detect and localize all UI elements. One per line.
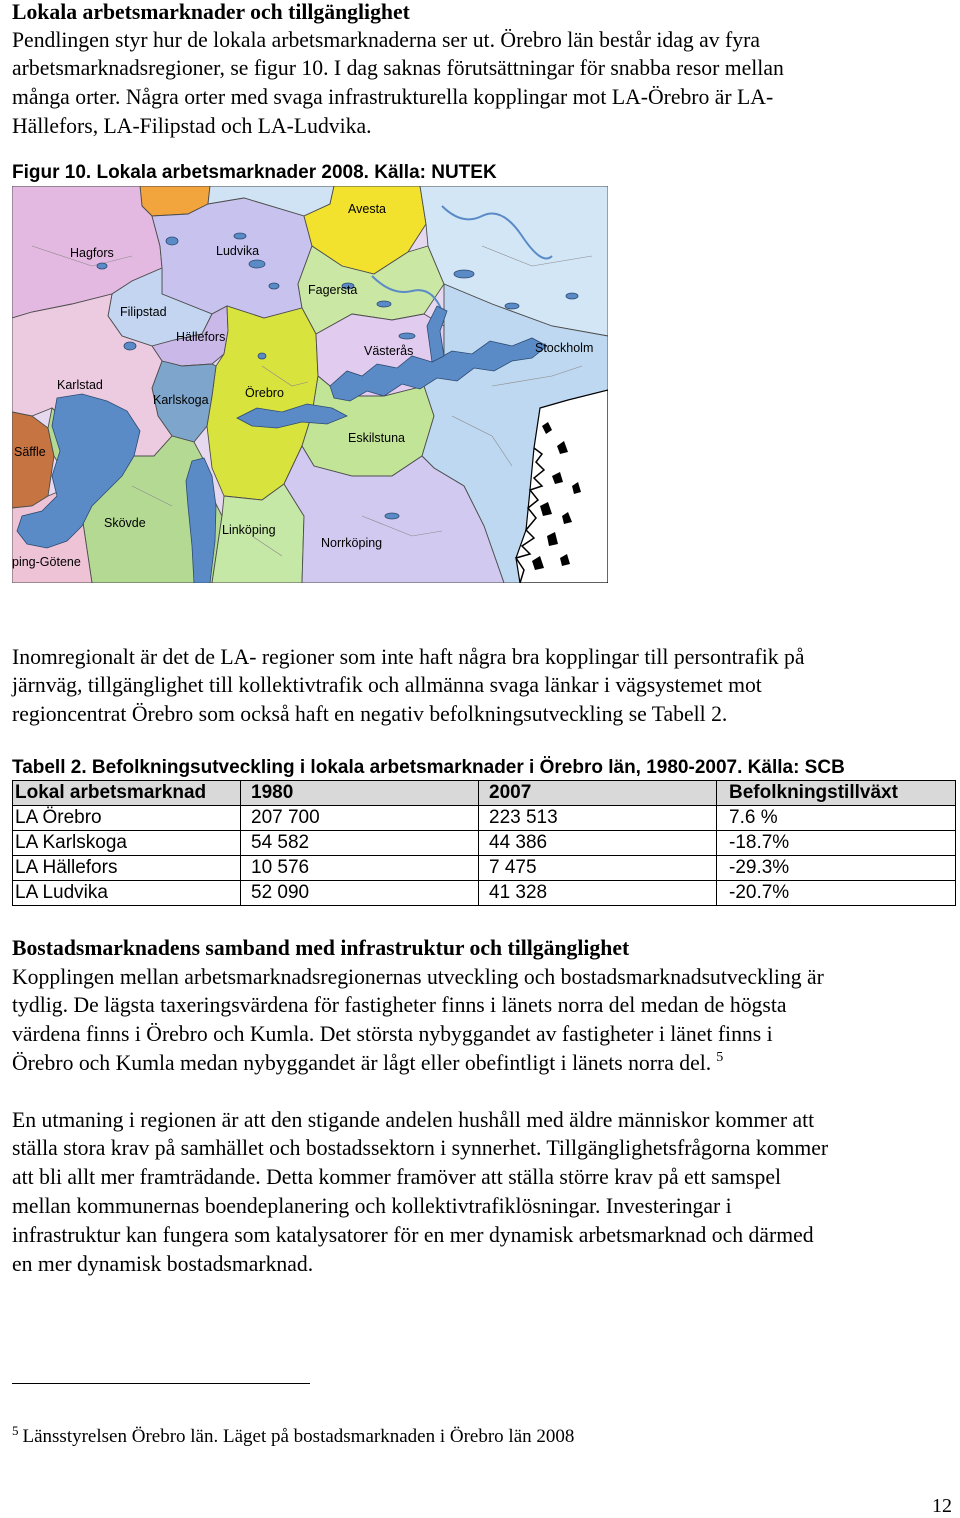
paragraph-line: Hällefors, LA-Filipstad och LA-Ludvika. <box>12 113 372 138</box>
paragraph-line: järnväg, tillgänglighet till kollektivtrafik och allmänna svaga länkar i vägsystemet mot <box>12 673 762 698</box>
table-cell: 44 386 <box>479 831 717 856</box>
table-cell: 54 582 <box>241 831 479 856</box>
table-cell: -29.3% <box>717 856 956 881</box>
map-label-norrkoping: Norrköping <box>321 536 383 550</box>
map-label-filipstad: Filipstad <box>120 305 167 319</box>
table-header-cell: Befolkningstillväxt <box>717 781 956 806</box>
table-cell: -18.7% <box>717 831 956 856</box>
small-lake <box>249 260 265 268</box>
paragraph-line: ställa stora krav på samhället och bostadssektorn i synnerhet. Tillgänglighetsfrågorna kommer <box>12 1136 829 1161</box>
paragraph <box>12 26 784 141</box>
paragraph-line: värdena finns i Örebro och Kumla. Det största nybyggandet av fastigheter i länet finns i <box>12 1022 773 1047</box>
small-lake <box>385 513 399 519</box>
small-lake <box>269 283 279 289</box>
small-lake <box>566 293 578 299</box>
section-heading: Bostadsmarknadens samband med infrastruktur och tillgänglighet <box>12 936 630 960</box>
table-header-row <box>13 781 956 806</box>
map-label-ludvika: Ludvika <box>216 244 260 258</box>
map-label-orebro: Örebro <box>245 386 284 400</box>
paragraph <box>12 1106 828 1279</box>
map-label-lidkoping-gotene: ping-Götene <box>12 555 81 569</box>
paragraph-line: många orter. Några orter med svaga infrastrukturella kopplingar mot LA-Örebro är LA- <box>12 85 774 110</box>
footnote <box>12 1425 574 1449</box>
footnote-text: Länsstyrelsen Örebro län. Läget på bostadsmarknaden i Örebro län 2008 <box>22 1426 575 1447</box>
page-number: 12 <box>932 1495 952 1517</box>
paragraph-line: Pendlingen styr hur de lokala arbetsmarknaderna ser ut. Örebro län består idag av fyra <box>12 27 760 52</box>
table-cell: LA Karlskoga <box>13 831 241 856</box>
paragraph-line-text: Örebro och Kumla medan nybyggandet är lågt eller obefintligt i länets norra del. <box>12 1050 712 1075</box>
table-row <box>13 881 956 906</box>
map-label-eskilstuna: Eskilstuna <box>348 431 405 445</box>
figure-caption: Figur 10. Lokala arbetsmarknader 2008. Källa: NUTEK <box>12 162 497 183</box>
small-lake <box>234 233 246 239</box>
small-lake <box>124 342 136 350</box>
map-label-avesta: Avesta <box>348 202 386 216</box>
table-row <box>13 806 956 831</box>
footnote-separator <box>12 1383 310 1384</box>
table-cell: 7.6 % <box>717 806 956 831</box>
small-lake <box>166 237 178 245</box>
table-row <box>13 856 956 881</box>
paragraph-line: infrastruktur kan fungera som katalysatorer för en mer dynamisk arbetsmarknad och därmed <box>12 1222 814 1247</box>
footnote-number: 5 <box>12 1423 19 1438</box>
map-label-stockholm: Stockholm <box>535 341 594 355</box>
table-row <box>13 831 956 856</box>
paragraph-line: regioncentrat Örebro som också haft en negativ befolkningsutveckling se Tabell 2. <box>12 702 728 727</box>
small-lake <box>505 303 519 309</box>
small-lake <box>97 263 107 269</box>
footnote-reference[interactable]: 5 <box>716 1049 724 1065</box>
table-cell: 7 475 <box>479 856 717 881</box>
paragraph-line: att bli allt mer framträdande. Detta kommer framöver att ställa större krav på ett samspel <box>12 1165 782 1190</box>
map-label-karlskoga: Karlskoga <box>153 393 209 407</box>
map-label-hagfors: Hagfors <box>70 246 114 260</box>
small-lake <box>399 333 415 339</box>
table-cell: 10 576 <box>241 856 479 881</box>
table-cell: LA Ludvika <box>13 881 241 906</box>
table-cell: 52 090 <box>241 881 479 906</box>
small-lake <box>377 301 391 307</box>
map-label-hallefors: Hällefors <box>176 330 226 344</box>
table-header-cell: Lokal arbetsmarknad <box>13 781 241 806</box>
section-heading: Lokala arbetsmarknader och tillgänglighet <box>12 0 410 24</box>
table-header-cell: 1980 <box>241 781 479 806</box>
paragraph <box>12 643 805 729</box>
table-caption: Tabell 2. Befolkningsutveckling i lokala arbetsmarknader i Örebro län, 1980-2007. Källa: SCB <box>12 757 845 778</box>
paragraph-line: tydlig. De lägsta taxeringsvärdena för fastigheter finns i länets norra del medan de högsta <box>12 993 787 1018</box>
labour-market-map <box>12 186 608 583</box>
table-cell: 223 513 <box>479 806 717 831</box>
table-cell: LA Hällefors <box>13 856 241 881</box>
paragraph-line: En utmaning i regionen är att den stigande andelen hushåll med äldre människor kommer att <box>12 1107 815 1132</box>
map-label-skovde: Skövde <box>104 516 146 530</box>
paragraph-line: en mer dynamisk bostadsmarknad. <box>12 1251 314 1276</box>
table-cell: -20.7% <box>717 881 956 906</box>
table-cell: LA Örebro <box>13 806 241 831</box>
paragraph-line: mellan kommunernas boendeplanering och kollektivtrafiklösningar. Investeringar i <box>12 1193 732 1218</box>
paragraph-line: arbetsmarknadsregioner, se figur 10. I dag saknas förutsättningar för snabba resor mellan <box>12 56 784 81</box>
map-label-linkoping: Linköping <box>222 523 276 537</box>
table-cell: 207 700 <box>241 806 479 831</box>
small-lake <box>258 353 266 359</box>
small-lake <box>454 270 474 278</box>
table-cell: 41 328 <box>479 881 717 906</box>
map-label-karlstad: Karlstad <box>57 378 103 392</box>
paragraph-line: Inomregionalt är det de LA- regioner som inte haft några bra kopplingar till persontrafik på <box>12 644 805 669</box>
paragraph-line: Kopplingen mellan arbetsmarknadsregionernas utveckling och bostadsmarknadsutveckling är <box>12 964 824 989</box>
table-header-cell: 2007 <box>479 781 717 806</box>
paragraph-line <box>12 1049 824 1078</box>
population-table <box>12 780 956 906</box>
paragraph <box>12 963 824 1078</box>
map-label-fagersta: Fagersta <box>308 283 358 297</box>
map-label-vasteras: Västerås <box>364 344 414 358</box>
map-label-saffle: Säffle <box>14 445 46 459</box>
